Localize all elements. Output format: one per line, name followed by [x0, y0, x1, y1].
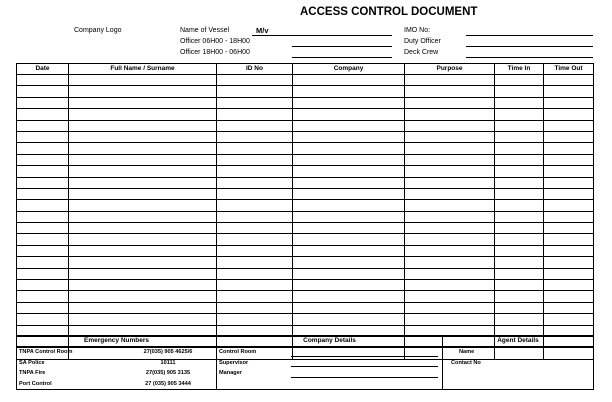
- deck-crew-label: Deck Crew: [404, 49, 439, 56]
- log-cell[interactable]: [405, 97, 495, 108]
- log-cell[interactable]: [17, 257, 69, 268]
- log-cell[interactable]: [17, 143, 69, 154]
- log-cell[interactable]: [69, 120, 217, 131]
- log-cell[interactable]: [217, 234, 293, 245]
- name-of-vessel-value[interactable]: M/v: [256, 26, 269, 35]
- log-cell[interactable]: [405, 314, 495, 325]
- log-cell[interactable]: [17, 280, 69, 291]
- log-cell[interactable]: [17, 120, 69, 131]
- log-cell[interactable]: [405, 268, 495, 279]
- log-cell[interactable]: [69, 75, 217, 86]
- log-row: [17, 302, 594, 313]
- log-row: [17, 257, 594, 268]
- log-row: [17, 245, 594, 256]
- log-cell[interactable]: [544, 245, 594, 256]
- emergency-number: 27(035) 905 3135: [145, 370, 191, 376]
- log-cell[interactable]: [544, 166, 594, 177]
- log-cell[interactable]: [544, 302, 594, 313]
- log-cell[interactable]: [217, 109, 293, 120]
- log-cell[interactable]: [495, 188, 544, 199]
- log-cell[interactable]: [69, 177, 217, 188]
- log-cell[interactable]: [495, 223, 544, 234]
- officer-day-line[interactable]: [292, 46, 392, 47]
- log-cell[interactable]: [17, 314, 69, 325]
- log-cell[interactable]: [405, 131, 495, 142]
- log-cell[interactable]: [293, 200, 405, 211]
- emergency-name: Port Control: [19, 380, 52, 387]
- log-row: [17, 200, 594, 211]
- agent-name-label: Name: [459, 349, 475, 355]
- log-row: [17, 109, 594, 120]
- log-cell[interactable]: [17, 268, 69, 279]
- log-cell[interactable]: [293, 188, 405, 199]
- duty-officer-label: Duty Officer: [404, 38, 441, 45]
- emergency-row: [17, 368, 216, 379]
- log-cell[interactable]: [217, 200, 293, 211]
- log-cell[interactable]: [405, 120, 495, 131]
- log-cell[interactable]: [69, 188, 217, 199]
- log-cell[interactable]: [495, 109, 544, 120]
- log-cell[interactable]: [544, 268, 594, 279]
- log-body: [17, 75, 594, 360]
- log-cell[interactable]: [405, 188, 495, 199]
- log-cell[interactable]: [217, 268, 293, 279]
- log-cell[interactable]: [405, 177, 495, 188]
- log-cell[interactable]: [293, 177, 405, 188]
- company-details-section: [217, 336, 443, 390]
- log-row: [17, 223, 594, 234]
- log-row: [17, 120, 594, 131]
- log-cell[interactable]: [544, 280, 594, 291]
- log-cell[interactable]: [293, 166, 405, 177]
- log-cell[interactable]: [69, 223, 217, 234]
- officer-night-line[interactable]: [292, 57, 392, 58]
- log-cell[interactable]: [495, 257, 544, 268]
- log-cell[interactable]: [293, 302, 405, 313]
- log-cell[interactable]: [495, 177, 544, 188]
- log-cell[interactable]: [405, 75, 495, 86]
- log-cell[interactable]: [69, 280, 217, 291]
- log-cell[interactable]: [495, 291, 544, 302]
- log-row: [17, 97, 594, 108]
- company-details-heading: Company Details: [217, 336, 442, 347]
- log-cell[interactable]: [217, 177, 293, 188]
- log-cell[interactable]: [405, 166, 495, 177]
- name-of-vessel-label: Name of Vessel: [180, 27, 230, 34]
- log-cell[interactable]: [293, 268, 405, 279]
- log-cell[interactable]: [217, 291, 293, 302]
- column-header-time-in: Time In: [495, 64, 544, 75]
- log-row: [17, 131, 594, 142]
- log-header-row: [17, 64, 594, 75]
- log-cell[interactable]: [17, 200, 69, 211]
- log-cell[interactable]: [217, 143, 293, 154]
- log-cell[interactable]: [495, 245, 544, 256]
- log-cell[interactable]: [17, 291, 69, 302]
- log-cell[interactable]: [17, 97, 69, 108]
- log-cell[interactable]: [17, 86, 69, 97]
- emergency-row: [17, 379, 216, 390]
- log-cell[interactable]: [293, 131, 405, 142]
- log-cell[interactable]: [69, 166, 217, 177]
- log-row: [17, 291, 594, 302]
- log-cell[interactable]: [495, 166, 544, 177]
- log-cell[interactable]: [544, 75, 594, 86]
- log-cell[interactable]: [544, 291, 594, 302]
- log-cell[interactable]: [293, 97, 405, 108]
- log-cell[interactable]: [17, 245, 69, 256]
- log-cell[interactable]: [293, 75, 405, 86]
- log-cell[interactable]: [495, 75, 544, 86]
- log-cell[interactable]: [495, 97, 544, 108]
- log-cell[interactable]: [405, 302, 495, 313]
- agent-contact-label: Contact No: [451, 359, 481, 366]
- log-cell[interactable]: [544, 211, 594, 222]
- officer-night-label: Officer 18H00 - 06H00: [180, 49, 250, 56]
- log-cell[interactable]: [293, 234, 405, 245]
- log-cell[interactable]: [495, 314, 544, 325]
- footer-table: [16, 335, 594, 390]
- log-cell[interactable]: [544, 120, 594, 131]
- emergency-row: [17, 347, 216, 358]
- log-cell[interactable]: [405, 211, 495, 222]
- log-cell[interactable]: [17, 166, 69, 177]
- log-row: [17, 75, 594, 86]
- log-cell[interactable]: [544, 200, 594, 211]
- log-cell[interactable]: [405, 154, 495, 165]
- log-cell[interactable]: [495, 268, 544, 279]
- deck-crew-line[interactable]: [466, 57, 593, 58]
- log-cell[interactable]: [544, 143, 594, 154]
- log-row: [17, 177, 594, 188]
- company-detail-label: Supervisor: [219, 359, 249, 366]
- log-cell[interactable]: [405, 86, 495, 97]
- log-cell[interactable]: [217, 166, 293, 177]
- log-cell[interactable]: [293, 280, 405, 291]
- log-cell[interactable]: [405, 291, 495, 302]
- log-cell[interactable]: [17, 234, 69, 245]
- column-header-id-no: ID No: [217, 64, 293, 75]
- log-cell[interactable]: [544, 97, 594, 108]
- log-cell[interactable]: [69, 234, 217, 245]
- log-cell[interactable]: [217, 280, 293, 291]
- log-cell[interactable]: [17, 131, 69, 142]
- company-detail-row: [217, 368, 442, 379]
- log-cell[interactable]: [495, 143, 544, 154]
- company-detail-label: Control Room: [219, 349, 257, 355]
- supervisor-line[interactable]: [291, 366, 438, 367]
- log-cell[interactable]: [405, 109, 495, 120]
- log-cell[interactable]: [544, 223, 594, 234]
- access-log-table: [16, 63, 594, 360]
- log-cell[interactable]: [217, 120, 293, 131]
- log-cell[interactable]: [495, 154, 544, 165]
- column-header-date: Date: [17, 64, 69, 75]
- log-cell[interactable]: [293, 154, 405, 165]
- company-detail-row: [217, 358, 442, 369]
- log-cell[interactable]: [69, 143, 217, 154]
- log-cell[interactable]: [544, 86, 594, 97]
- log-cell[interactable]: [405, 223, 495, 234]
- log-cell[interactable]: [293, 291, 405, 302]
- log-cell[interactable]: [69, 131, 217, 142]
- document-title: ACCESS CONTROL DOCUMENT: [300, 6, 478, 18]
- log-cell[interactable]: [17, 302, 69, 313]
- log-cell[interactable]: [217, 211, 293, 222]
- log-cell[interactable]: [495, 131, 544, 142]
- emergency-name: SA Police: [19, 359, 45, 366]
- log-row: [17, 188, 594, 199]
- log-cell[interactable]: [69, 154, 217, 165]
- log-row: [17, 268, 594, 279]
- log-cell[interactable]: [544, 234, 594, 245]
- log-cell[interactable]: [217, 257, 293, 268]
- log-cell[interactable]: [405, 257, 495, 268]
- emergency-numbers-heading: Emergency Numbers: [17, 336, 216, 347]
- log-cell[interactable]: [217, 154, 293, 165]
- log-cell[interactable]: [69, 97, 217, 108]
- log-cell[interactable]: [293, 86, 405, 97]
- log-cell[interactable]: [17, 154, 69, 165]
- company-detail-row: [217, 347, 442, 358]
- log-cell[interactable]: [544, 154, 594, 165]
- log-cell[interactable]: [495, 302, 544, 313]
- log-row: [17, 234, 594, 245]
- log-cell[interactable]: [293, 257, 405, 268]
- log-cell[interactable]: [217, 223, 293, 234]
- log-cell[interactable]: [217, 314, 293, 325]
- log-cell[interactable]: [217, 75, 293, 86]
- log-cell[interactable]: [69, 86, 217, 97]
- agent-details-section: [443, 336, 594, 390]
- log-row: [17, 211, 594, 222]
- log-cell[interactable]: [293, 245, 405, 256]
- log-cell[interactable]: [17, 75, 69, 86]
- log-cell[interactable]: [495, 86, 544, 97]
- company-detail-label: Manager: [219, 370, 243, 376]
- officer-day-label: Officer 06H00 - 18H00: [180, 38, 250, 45]
- log-cell[interactable]: [495, 211, 544, 222]
- log-cell[interactable]: [69, 291, 217, 302]
- log-cell[interactable]: [217, 86, 293, 97]
- column-header-company: Company: [293, 64, 405, 75]
- log-row: [17, 314, 594, 325]
- log-cell[interactable]: [69, 245, 217, 256]
- duty-officer-line[interactable]: [466, 46, 593, 47]
- emergency-row: [17, 358, 216, 369]
- log-cell[interactable]: [17, 223, 69, 234]
- log-row: [17, 143, 594, 154]
- log-cell[interactable]: [544, 314, 594, 325]
- log-cell[interactable]: [69, 302, 217, 313]
- company-logo-placeholder: Company Logo: [74, 27, 122, 34]
- log-cell[interactable]: [293, 143, 405, 154]
- log-cell[interactable]: [217, 131, 293, 142]
- log-cell[interactable]: [544, 131, 594, 142]
- log-cell[interactable]: [544, 257, 594, 268]
- log-cell[interactable]: [544, 109, 594, 120]
- log-cell[interactable]: [69, 211, 217, 222]
- log-row: [17, 154, 594, 165]
- emergency-number: 27 (035) 905 3444: [145, 380, 191, 387]
- log-cell[interactable]: [405, 234, 495, 245]
- log-cell[interactable]: [17, 188, 69, 199]
- column-header-purpose: Purpose: [405, 64, 495, 75]
- log-cell[interactable]: [17, 211, 69, 222]
- log-cell[interactable]: [293, 314, 405, 325]
- log-cell[interactable]: [17, 177, 69, 188]
- log-cell[interactable]: [69, 268, 217, 279]
- log-cell[interactable]: [17, 109, 69, 120]
- emergency-number: 27(035) 905 4625/6: [143, 349, 193, 355]
- log-cell[interactable]: [495, 120, 544, 131]
- log-cell[interactable]: [405, 200, 495, 211]
- log-cell[interactable]: [293, 223, 405, 234]
- log-cell[interactable]: [293, 211, 405, 222]
- log-cell[interactable]: [217, 302, 293, 313]
- log-cell[interactable]: [69, 257, 217, 268]
- log-cell[interactable]: [293, 120, 405, 131]
- log-cell[interactable]: [544, 188, 594, 199]
- log-cell[interactable]: [217, 97, 293, 108]
- column-header-full-name: Full Name / Surname: [69, 64, 217, 75]
- emergency-numbers-section: [17, 336, 217, 390]
- emergency-name: TNPA Fire: [19, 370, 46, 376]
- log-cell[interactable]: [405, 143, 495, 154]
- imo-line[interactable]: [466, 35, 593, 36]
- imo-label: IMO No:: [404, 27, 431, 34]
- log-cell[interactable]: [544, 177, 594, 188]
- log-cell[interactable]: [405, 245, 495, 256]
- log-cell[interactable]: [69, 109, 217, 120]
- agent-details-heading: Agent Details: [443, 336, 593, 347]
- log-row: [17, 86, 594, 97]
- column-header-time-out: Time Out: [544, 64, 594, 75]
- log-cell[interactable]: [293, 109, 405, 120]
- log-cell[interactable]: [217, 188, 293, 199]
- log-cell[interactable]: [69, 314, 217, 325]
- log-row: [17, 166, 594, 177]
- emergency-number: 10111: [160, 359, 176, 366]
- control-room-line[interactable]: [291, 356, 438, 357]
- log-row: [17, 280, 594, 291]
- name-of-vessel-line: [252, 35, 392, 36]
- log-cell[interactable]: [405, 280, 495, 291]
- log-cell[interactable]: [495, 280, 544, 291]
- log-cell[interactable]: [495, 200, 544, 211]
- log-cell[interactable]: [495, 234, 544, 245]
- emergency-name: TNPA Control Room: [19, 349, 73, 355]
- log-cell[interactable]: [69, 200, 217, 211]
- log-cell[interactable]: [217, 245, 293, 256]
- manager-line[interactable]: [291, 377, 438, 378]
